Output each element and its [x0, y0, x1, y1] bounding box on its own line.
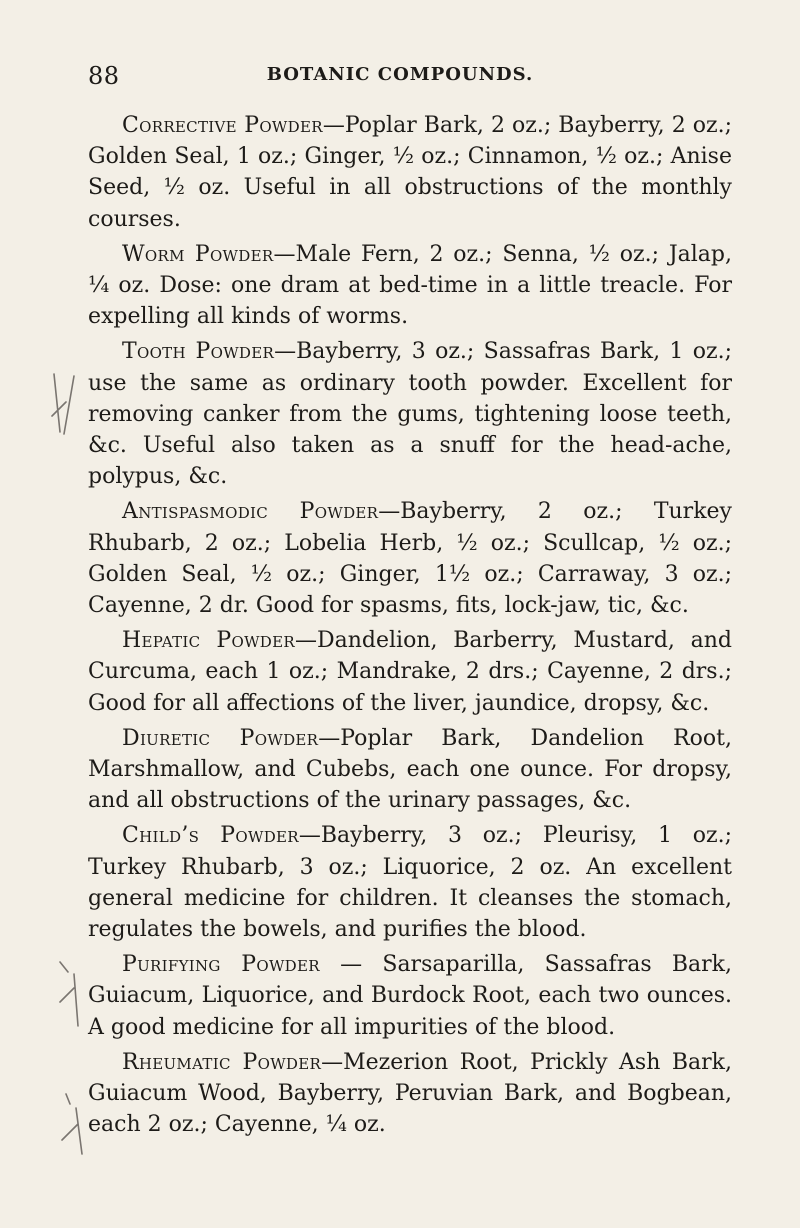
- recipe-title: Diuretic Powder: [122, 725, 319, 751]
- margin-tick-mark-icon: [50, 372, 84, 442]
- recipe-title: Child’s Powder: [122, 823, 299, 849]
- recipe-entry: [88, 820, 732, 945]
- recipe-text: —Male Fern, 2 oz.; Senna, ½ oz.; Jalap, ¼ oz. Dose: one dram at bed-time in a little treacle. For expelling all kinds of worms.: [88, 241, 732, 330]
- margin-tick-mark: [56, 960, 90, 1030]
- recipe-title: Corrective Powder: [122, 113, 323, 138]
- running-head: BOTANIC COMPOUNDS.: [266, 64, 534, 85]
- recipe-title: Hepatic Powder: [122, 628, 295, 654]
- recipe-text: —Bayberry, 2 oz.; Turkey Rhubarb, 2 oz.; Lobelia Herb, ½ oz.; Scullcap, ½ oz.; Golden Seal, ½ oz.; Ginger, 1½ oz.; Carraway, 3 oz.; Cayenne, 2 dr. Good for spasms, fits, lock-jaw, tic, &c.: [88, 499, 732, 619]
- page-header: [60, 62, 740, 92]
- recipe-text: —Dandelion, Barberry, Mustard, and Curcuma, each 1 oz.; Mandrake, 2 drs.; Cayenne, 2 drs.; Good for all affections of the liver, jaundice, dropsy, &c.: [88, 628, 732, 716]
- recipe-title: Purifying Powder: [122, 952, 320, 978]
- recipe-text: —Poplar Bark, 2 oz.; Bayberry, 2 oz.; Golden Seal, 1 oz.; Ginger, ½ oz.; Cinnamon, ½ oz.; Anise Seed, ½ oz. Useful in all obstructions of the monthly courses.: [88, 113, 732, 232]
- recipe-text: —Bayberry, 3 oz.; Pleurisy, 1 oz.; Turkey Rhubarb, 3 oz.; Liquorice, 2 oz. An excellent general medicine for children. It cleanses the stomach, regulates the bowels, and purifies the blood.: [88, 823, 732, 943]
- recipe-entry: [88, 496, 732, 621]
- page-number: 88: [88, 62, 120, 90]
- recipe-entry: [88, 336, 732, 492]
- recipe-entry: [88, 723, 732, 817]
- recipe-text: —Bayberry, 3 oz.; Sassafras Bark, 1 oz.; use the same as ordinary tooth powder. Excellent for removing canker from the gums, tightening loose teeth, &c. Useful also taken as a snuff for the head-ache, polypus, &c.: [88, 339, 732, 490]
- recipe-title: Rheumatic Powder: [122, 1049, 322, 1075]
- recipe-entry: [88, 239, 732, 333]
- recipe-title: Tooth Powder: [122, 339, 275, 365]
- recipe-title: Antispasmodic Powder: [122, 499, 379, 525]
- recipe-entry: [88, 1047, 732, 1141]
- recipe-entry: [88, 625, 732, 719]
- recipe-list: [88, 110, 732, 1145]
- recipe-entry: [88, 110, 732, 235]
- recipe-text: —Poplar Bark, Dandelion Root, Marshmallow, and Cubebs, each one ounce. For dropsy, and all obstructions of the urinary passages, &c.: [88, 725, 732, 814]
- margin-tick-mark-icon: [56, 960, 90, 1030]
- recipe-text: — Sarsaparilla, Sassafras Bark, Guiacum, Liquorice, and Burdock Root, each two ounces. A good medicine for all impurities of the blood.: [88, 952, 732, 1040]
- recipe-text: —Mezerion Root, Prickly Ash Bark, Guiacum Wood, Bayberry, Peruvian Bark, and Bogbean, each 2 oz.; Cayenne, ¼ oz.: [88, 1049, 732, 1138]
- recipe-title: Worm Powder: [122, 241, 274, 267]
- recipe-entry: [88, 949, 732, 1043]
- margin-tick-mark: [50, 372, 84, 442]
